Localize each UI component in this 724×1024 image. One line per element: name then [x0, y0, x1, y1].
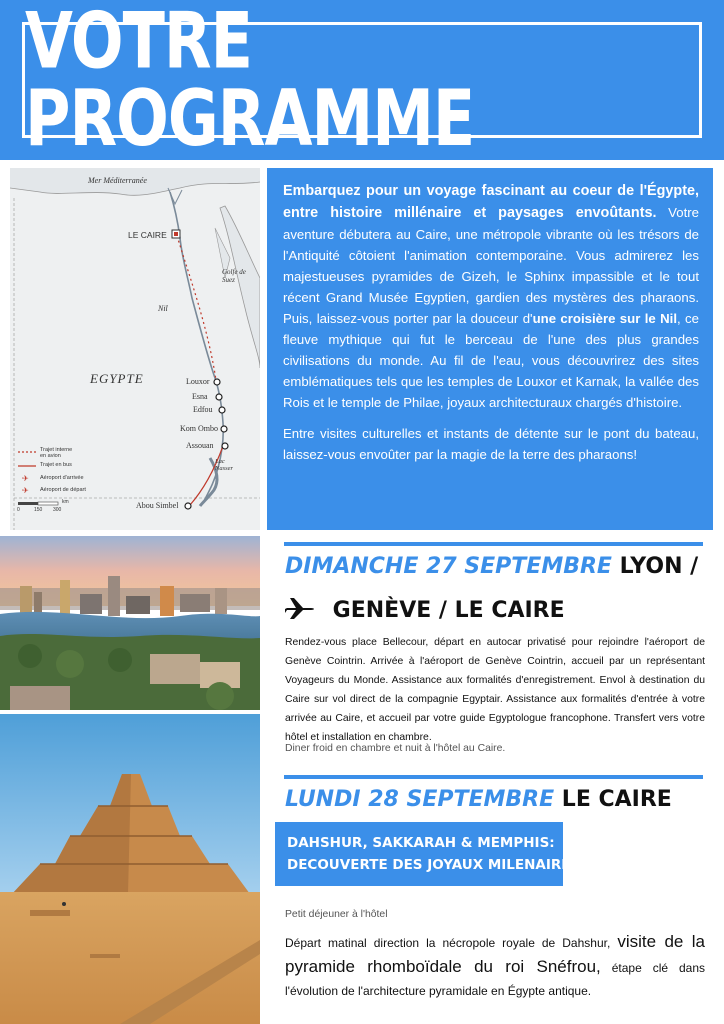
- header-frame: [22, 0, 702, 164]
- map-country-label: EGYPTE: [90, 371, 144, 386]
- intro-lead: Embarquez pour un voyage fascinant au coeur de l'Égypte, entre histoire millénaire et paysages envoûtants.: [283, 183, 699, 221]
- intro-text-c: , ce fleuve mythique qui fut le berceau de l'une des plus grandes civilisations du monde. Au fil de l'eau, vous découvrirez des sites emblématiques tels que les temples de Louxor et Karnak, la vallée des Rois et le temple de Philae, joyaux architecturaux chargés d'histoire.: [283, 311, 699, 410]
- day1-divider: [284, 542, 703, 546]
- scale-tick-300: 300: [53, 507, 62, 513]
- day2-activity-line2: DECOUVERTE DES JOYAUX MILENAIRES: [287, 857, 581, 873]
- scale-tick-0: 0: [17, 507, 20, 513]
- intro-text-a: Votre aventure débutera au Caire, une métropole vibrante où les trésors de l'Antiquité côtoient l'animation contemporaine. Vous admirerez les majestueuses pyramides de Gizeh, le Sphinx impassible et le tout récent Grand Musée Egyptien, gardien des mystères des pharaons. Puis, laissez-vous porter par la douceur d': [283, 205, 699, 326]
- header-banner: [0, 0, 724, 164]
- day1-title: [285, 554, 698, 579]
- svg-text:✈: ✈: [22, 474, 29, 483]
- day2-activity-box: [275, 822, 581, 886]
- day2-activity-line1: DAHSHUR, SAKKARAH & MEMPHIS:: [287, 835, 555, 851]
- map-stop-aboussimbel: Abou Simbel: [136, 501, 179, 510]
- map-stop-komombo: Kom Ombo: [180, 424, 218, 433]
- scale-tick-150: 150: [34, 507, 43, 513]
- day2-divider: [284, 775, 703, 779]
- legend-arrival-label: Aéroport d'arrivée: [40, 475, 84, 481]
- day1-title-line2: [285, 596, 565, 626]
- map-lake-label: Lac Nasser: [215, 458, 234, 472]
- intro-cruise-highlight: une croisière sur le Nil: [532, 311, 677, 326]
- map-stop-assouan: Assouan: [186, 441, 214, 450]
- scale-unit-label: km: [62, 499, 69, 505]
- map-sea-label: Mer Méditerranée: [88, 176, 147, 185]
- day2-description: [285, 930, 705, 1003]
- day1-route-a: LYON /: [611, 554, 699, 579]
- day2-text-c: étape clé dans l'évolution de l'architecture pyramidale en Égypte antique.: [285, 961, 705, 998]
- page-title: VOTRE PROGRAMME: [25, 0, 475, 164]
- day1-date: DIMANCHE 27 SEPTEMBRE: [285, 554, 612, 579]
- svg-text:✈: ✈: [22, 486, 29, 495]
- day2-meal: Petit déjeuner à l'hôtel: [285, 909, 388, 920]
- intro-paragraph-2: Entre visites culturelles et instants de détente sur le pont du bateau, laissez-vous envoûter par la magie de la terre des pharaons!: [283, 426, 699, 462]
- map-stop-louxor: Louxor: [186, 377, 210, 386]
- map-stop-edfou: Edfou: [193, 405, 213, 414]
- egypt-map: [10, 168, 260, 530]
- day2-date: LUNDI 28 SEPTEMBRE: [285, 787, 555, 812]
- legend-air-label: Trajet interne en avion: [40, 447, 73, 459]
- day2-title: [285, 787, 672, 812]
- day2-place: LE CAIRE: [554, 787, 672, 812]
- map-gulf-label: Golfe de Suez: [222, 268, 246, 284]
- cairo-skyline-photo: [0, 536, 260, 710]
- step-pyramid-photo: [0, 714, 260, 1024]
- day1-description: Rendez-vous place Bellecour, départ en autocar privatisé pour rejoindre l'aéroport de Genève Cointrin. Arrivée à l'aéroport de Genève Cointrin, accueil par un représentant Voyageurs du Monde. Assistance aux formalités d'enregistrement. Envol à destination du Caire sur vol direct de la compagnie Egyptair. Assistance aux formalités d'entrée à votre arrivée au Caire, et accueil par votre guide Egyptologue francophone. Transfert vers votre hôtel et installation en chambre.: [285, 637, 705, 743]
- day1-meal: Diner froid en chambre et nuit à l'hôtel au Caire.: [285, 743, 506, 754]
- map-nile-label: Nil: [158, 304, 168, 313]
- day2-text-a: Départ matinal direction la nécropole royale de Dahshur,: [285, 936, 618, 950]
- intro-paragraph-1: [283, 180, 699, 413]
- legend-departure-label: Aéroport de départ: [40, 487, 86, 493]
- map-stop-esna: Esna: [192, 392, 208, 401]
- intro-panel: [267, 168, 713, 530]
- day2-text-b: visite de la pyramide rhomboïdale du roi Snéfrou,: [285, 932, 705, 976]
- map-cairo-label: LE CAIRE: [128, 230, 167, 240]
- legend-bus-label: Trajet en bus: [40, 462, 72, 468]
- day1-route-b: GENÈVE / LE CAIRE: [332, 598, 565, 623]
- plane-icon: [285, 596, 319, 626]
